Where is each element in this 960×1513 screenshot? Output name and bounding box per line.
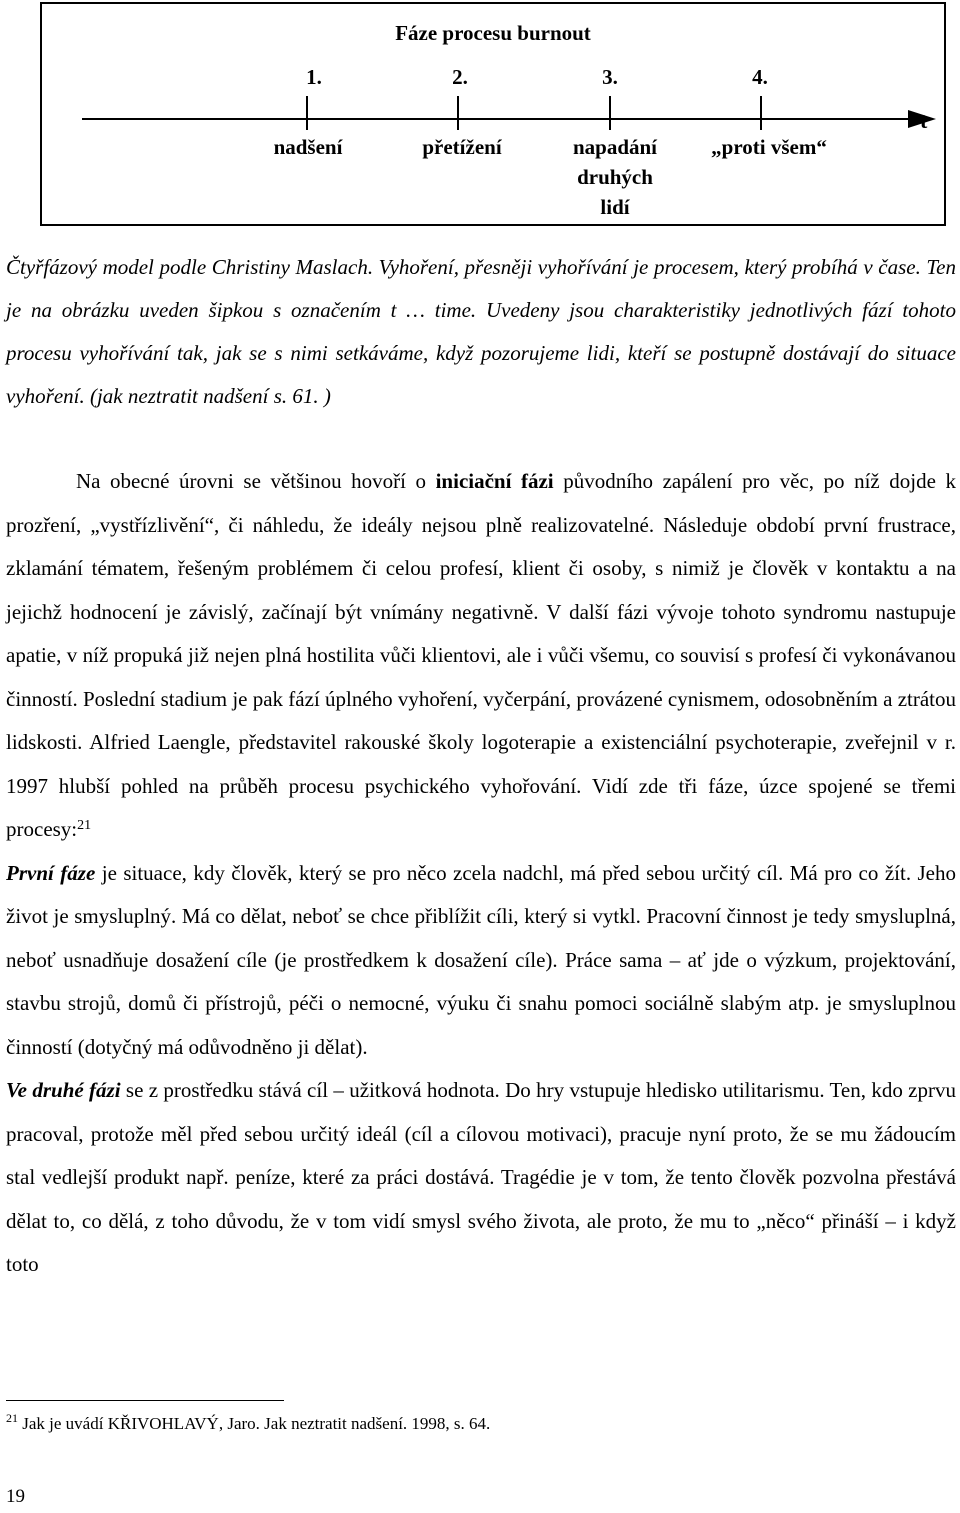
footnote <box>6 1412 490 1436</box>
phase-name-3: napadání druhých lidí <box>572 135 658 219</box>
footnote-divider <box>6 1400 284 1401</box>
footnote-reference: 21 <box>77 818 92 833</box>
phase-name-2: přetížení <box>422 135 502 159</box>
phase-tick-2 <box>457 96 459 130</box>
paragraph-1-start: Na obecné úrovni se většinou hovoří o <box>76 469 436 493</box>
paragraph-3: se z prostředku stává cíl – užitková hodnota. Do hry vstupuje hledisko utilitarismu. Ten, kdo zprvu pracoval, protože měl před sebou určitý ideál (cíl a cílovou motivaci), pracuje nyní proto, že se mu žádoucím stal vedlejší produkt např. peníze, které za práci dostává. Tragédie je v tom, že tento člověk pozvolna přestává dělat to, co dělá, z toho důvodu, že v tom vidí smysl svého života, ale proto, že mu to „něco“ přináší – i když toto <box>6 1078 956 1276</box>
phase-number-4: 4. <box>752 65 768 89</box>
burnout-phase-diagram <box>40 2 946 226</box>
phase-name-4: „proti všem“ <box>711 135 827 159</box>
phase-name-1: nadšení <box>273 135 343 159</box>
phase-number-1: 1. <box>306 65 322 89</box>
phase-tick-4 <box>760 96 762 130</box>
phase-tick-3 <box>609 96 611 130</box>
main-text <box>6 460 956 1287</box>
diagram-title: Fáze procesu burnout <box>395 21 591 45</box>
footnote-text: Jak je uvádí KŘIVOHLAVÝ, Jaro. Jak neztratit nadšení. 1998, s. 64. <box>18 1414 491 1433</box>
term-initiation-phase: iniciační fázi <box>435 469 554 493</box>
time-axis-line <box>82 118 912 120</box>
paragraph-1-rest: původního zapálení pro věc, po níž dojde k prozření, „vystřízlivění“, či náhledu, že ideály nejsou plně realizovatelné. Následuje období první frustrace, zklamání tématem, řešeným problémem či celou profesí, klient či osoby, s nimiž je člověk v kontaktu a na jejichž hodnocení je závislý, začínají být vnímány negativně. V další fázi vývoje tohoto syndromu nastupuje apatie, v níž propuká již nejen plná hostilita vůči klientovi, ale i vůči všemu, co souvisí s profesí či vykonávanou činností. Poslední stadium je pak fází úplného vyhoření, vyčerpání, provázené cynismem, odosobněním a ztrátou lidskosti. Alfried Laengle, představitel rakouské školy logoterapie a existenciální psychoterapie, zveřejnil v r. 1997 hlubší pohled na průběh procesu psychického vyhořování. Vidí zde tři fáze, úzce spojené se třemi procesy: <box>6 469 957 841</box>
phase-tick-1 <box>306 96 308 130</box>
paragraph-2: je situace, kdy člověk, který se pro něco zcela nadchl, má před sebou určitý cíl. Má pro co žít. Jeho život je smysluplný. Má co dělat, neboť se chce přiblížit cíli, který si vytkl. Pracovní činnost je tedy smysluplná, neboť usnadňuje dosažení cíle (je prostředkem k dosažení cíle). Práce sama – ať jde o výzkum, projektování, stavbu strojů, domů či přístrojů, péči o nemocné, výuku či snahu pomoci sociálně slabým atp. je smysluplnou činností (dotyčný má odůvodněno ji dělat). <box>6 860 957 1059</box>
page-number: 19 <box>6 1486 25 1507</box>
time-axis-label: t <box>920 108 928 133</box>
term-second-phase: Ve druhé fázi <box>6 1078 121 1102</box>
phase-number-2: 2. <box>452 65 468 89</box>
figure-caption: Čtyřfázový model podle Christiny Maslach. Vyhoření, přesněji vyhořívání je procesem, který probíhá v čase. Ten je na obrázku uveden šipkou s označením t … time. Uvedeny jsou charakteristiky jednotlivých fází tohoto procesu vyhořívání tak, jak se s nimi setkáváme, když pozorujeme lidi, kteří se postupně dostávají do situace vyhoření. (jak neztratit nadšení s. 61. ) <box>6 255 956 408</box>
term-first-phase: První fáze <box>6 860 96 885</box>
phase-number-3: 3. <box>602 65 618 89</box>
footnote-mark: 21 <box>6 1411 18 1425</box>
